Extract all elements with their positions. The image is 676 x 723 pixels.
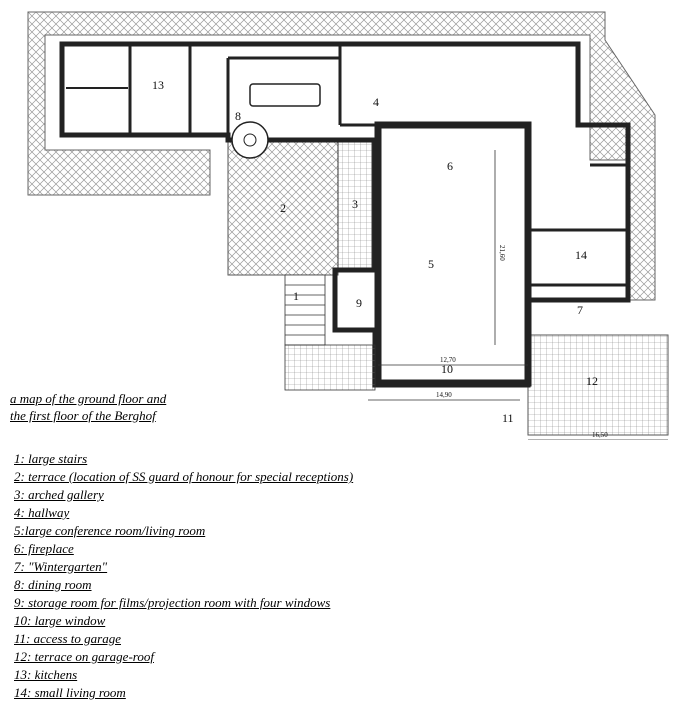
room-label-3: 3 [352, 197, 358, 211]
legend-item: 10: large window [14, 613, 106, 628]
room-legend [14, 450, 414, 702]
legend-item: 4: hallway [14, 505, 70, 520]
room-label-6: 6 [447, 159, 453, 173]
legend-item: 14: small living room [14, 685, 126, 700]
room-label-5: 5 [428, 257, 434, 271]
room-label-12: 12 [586, 374, 598, 388]
room-label-10: 10 [441, 362, 453, 376]
room-label-13: 13 [152, 78, 164, 92]
legend-item: 13: kitchens [14, 667, 78, 682]
legend-item: 11: access to garage [14, 631, 121, 646]
legend-item: 2: terrace (location of SS guard of honour for special receptions) [14, 469, 354, 484]
room-label-1: 1 [293, 289, 299, 303]
legend-item: 3: arched gallery [14, 487, 104, 502]
dimension-21-60: 21,60 [498, 245, 506, 261]
legend-item: 12: terrace on garage-roof [14, 649, 154, 664]
room-label-11: 11 [502, 411, 514, 425]
caption-line-2: the first floor of the Berghof [10, 408, 156, 423]
caption-line-1: a map of the ground floor and [10, 391, 167, 406]
plan-caption [10, 390, 166, 424]
dimension-14-90: 14,90 [436, 391, 452, 399]
room-label-8: 8 [235, 109, 241, 123]
legend-item: 7: "Wintergarten" [14, 559, 108, 574]
room-label-7: 7 [577, 303, 583, 317]
room-label-14: 14 [575, 248, 587, 262]
dimension-12-70: 12,70 [440, 356, 456, 364]
legend-item: 8: dining room [14, 577, 92, 592]
legend-item: 6: fireplace [14, 541, 74, 556]
legend-item: 1: large stairs [14, 451, 88, 466]
room-label-2: 2 [280, 201, 286, 215]
terrace-12 [528, 335, 668, 435]
legend-item: 9: storage room for films/projection room with four windows [14, 595, 331, 610]
room-label-4: 4 [373, 95, 379, 109]
dimension-16-50: 16,50 [592, 431, 608, 439]
legend-item: 5:large conference room/living room [14, 523, 206, 538]
room-label-9: 9 [356, 296, 362, 310]
